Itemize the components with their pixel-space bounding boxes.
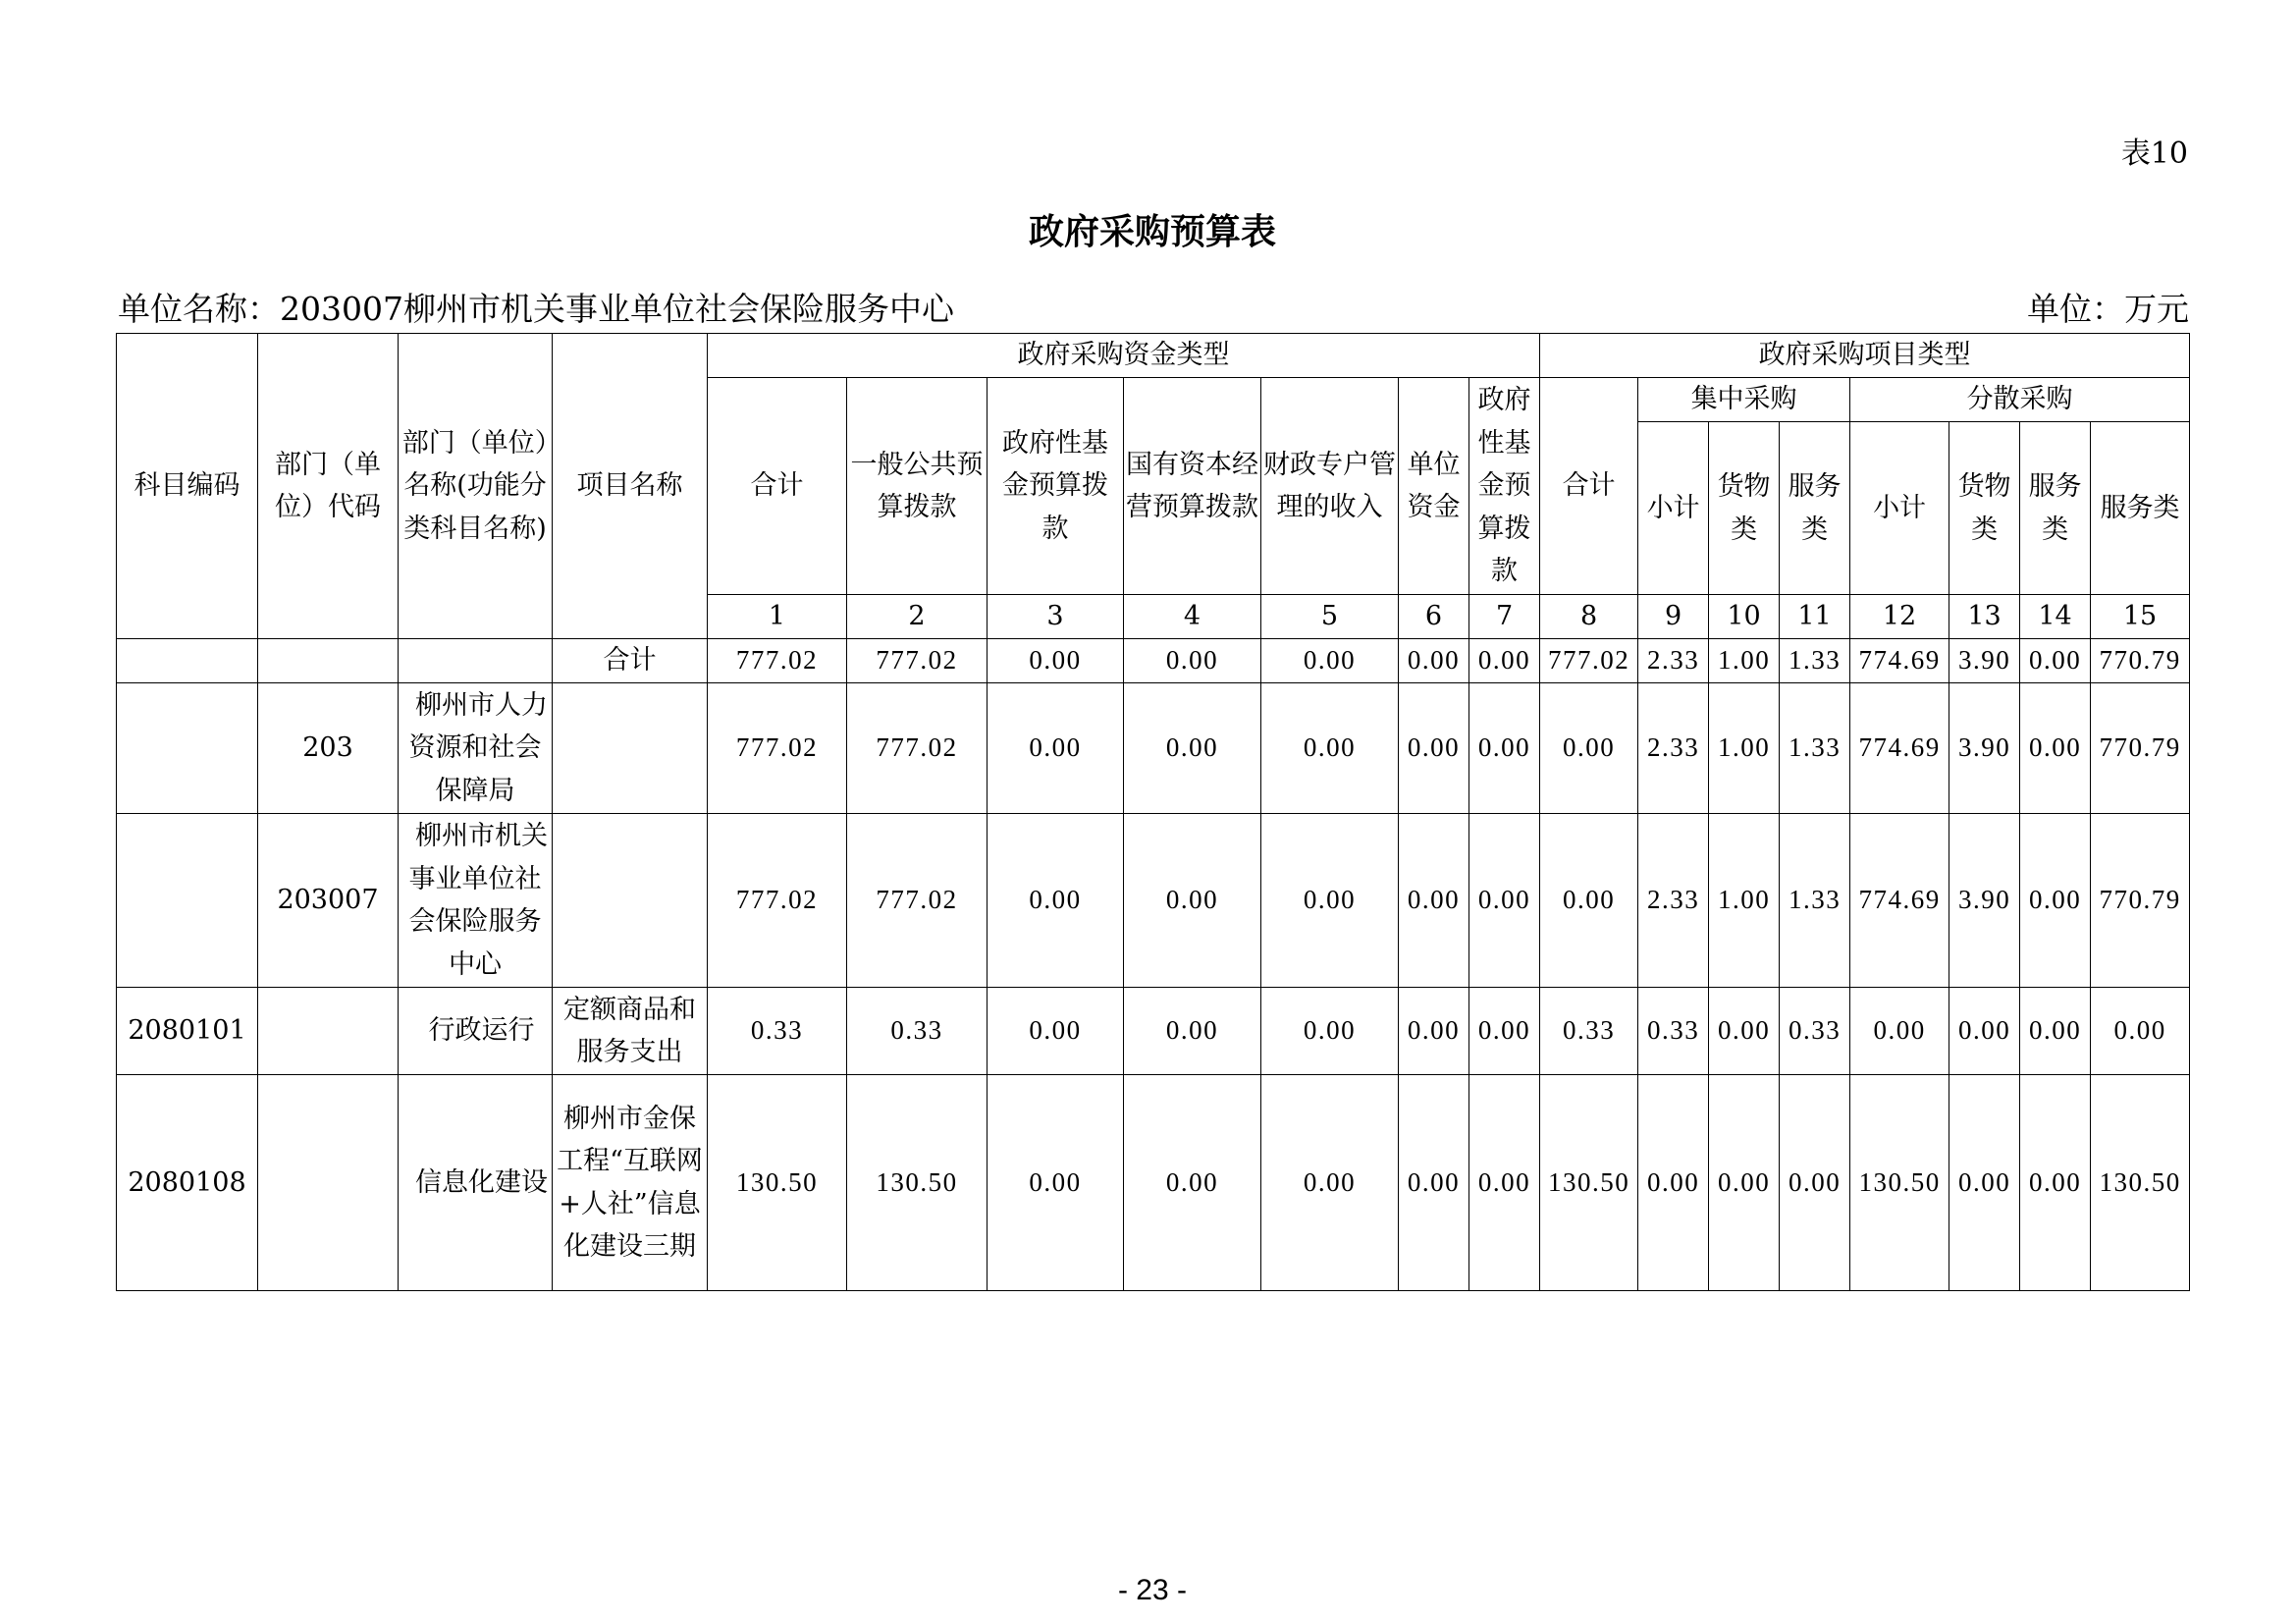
cell-dept-name: 行政运行 — [399, 988, 553, 1075]
column-number: 12 — [1850, 595, 1949, 639]
cell-value: 0.00 — [988, 988, 1124, 1075]
cell-value: 0.00 — [1638, 1075, 1709, 1291]
cell-value: 0.00 — [1399, 639, 1469, 683]
cell-value: 130.50 — [708, 1075, 847, 1291]
cell-value: 0.00 — [1399, 1075, 1469, 1291]
column-number: 7 — [1469, 595, 1540, 639]
cell-dept-code — [258, 988, 399, 1075]
cell-project-name: 柳州市金保工程“互联网+人社”信息化建设三期 — [553, 1075, 708, 1291]
cell-value: 777.02 — [708, 639, 847, 683]
table-row — [117, 988, 2190, 1075]
column-number: 13 — [1949, 595, 2020, 639]
cell-value: 1.00 — [1709, 639, 1780, 683]
cell-value: 0.00 — [1540, 814, 1638, 988]
cell-value: 0.00 — [1261, 814, 1399, 988]
cell-project-name — [553, 683, 708, 814]
header-dept-code: 部门（单位）代码 — [258, 334, 399, 639]
column-number: 4 — [1124, 595, 1261, 639]
cell-dept-name — [399, 639, 553, 683]
cell-dept-name: 柳州市人力资源和社会保障局 — [399, 683, 553, 814]
cell-value: 777.02 — [847, 639, 988, 683]
cell-value: 0.00 — [1399, 988, 1469, 1075]
header-decentral-services: 服务类 — [2020, 422, 2091, 595]
cell-value: 0.00 — [988, 639, 1124, 683]
column-number: 9 — [1638, 595, 1709, 639]
header-project-name: 项目名称 — [553, 334, 708, 639]
cell-dept-name: 柳州市机关事业单位社会保险服务中心 — [399, 814, 553, 988]
cell-dept-code — [258, 639, 399, 683]
column-number: 8 — [1540, 595, 1638, 639]
unit-name-label: 单位名称：203007柳州市机关事业单位社会保险服务中心 — [118, 290, 954, 328]
cell-value: 1.33 — [1780, 683, 1850, 814]
column-number: 5 — [1261, 595, 1399, 639]
cell-value: 0.00 — [2020, 639, 2091, 683]
cell-value: 0.00 — [988, 814, 1124, 988]
column-number: 11 — [1780, 595, 1850, 639]
cell-value: 0.00 — [988, 683, 1124, 814]
table-row-total — [117, 639, 2190, 683]
cell-value: 130.50 — [1850, 1075, 1949, 1291]
cell-value: 0.00 — [1469, 639, 1540, 683]
cell-value: 777.02 — [1540, 639, 1638, 683]
cell-value: 0.00 — [1469, 814, 1540, 988]
header-decentral-services-2: 服务类 — [2091, 422, 2190, 595]
header-central-goods: 货物类 — [1709, 422, 1780, 595]
cell-value: 2.33 — [1638, 683, 1709, 814]
cell-value: 130.50 — [1540, 1075, 1638, 1291]
cell-value: 0.00 — [1124, 988, 1261, 1075]
header-unit-funds: 单位资金 — [1399, 378, 1469, 595]
cell-value: 774.69 — [1850, 683, 1949, 814]
cell-value: 3.90 — [1949, 639, 2020, 683]
page-title: 政府采购预算表 — [1028, 211, 1276, 252]
table-number-label: 表10 — [2120, 136, 2188, 171]
cell-value: 1.00 — [1709, 683, 1780, 814]
cell-value: 1.00 — [1709, 814, 1780, 988]
cell-value: 0.00 — [1780, 1075, 1850, 1291]
cell-value: 130.50 — [847, 1075, 988, 1291]
cell-value: 777.02 — [847, 683, 988, 814]
cell-value: 0.00 — [1124, 683, 1261, 814]
cell-dept-code: 203 — [258, 683, 399, 814]
cell-value: 0.00 — [1469, 1075, 1540, 1291]
cell-project-name: 定额商品和服务支出 — [553, 988, 708, 1075]
cell-value: 3.90 — [1949, 814, 2020, 988]
header-fiscal-account-income: 财政专户管理的收入 — [1261, 378, 1399, 595]
header-central-subtotal: 小计 — [1638, 422, 1709, 595]
cell-value: 0.33 — [847, 988, 988, 1075]
header-centralized-procurement: 集中采购 — [1638, 378, 1850, 422]
cell-value: 130.50 — [2091, 1075, 2190, 1291]
currency-unit-label: 单位：万元 — [2027, 290, 2189, 328]
table-row — [117, 814, 2190, 988]
cell-value: 0.00 — [1261, 639, 1399, 683]
header-fund-total: 合计 — [708, 378, 847, 595]
cell-value: 1.33 — [1780, 639, 1850, 683]
cell-value: 0.00 — [1469, 683, 1540, 814]
cell-subject-code — [117, 814, 258, 988]
cell-value: 0.00 — [2091, 988, 2190, 1075]
table-row — [117, 1075, 2190, 1291]
page-number: - 23 - — [1117, 1574, 1188, 1606]
cell-value: 770.79 — [2091, 683, 2190, 814]
cell-value: 0.00 — [2020, 1075, 2091, 1291]
cell-subject-code: 2080101 — [117, 988, 258, 1075]
cell-value: 0.00 — [1124, 814, 1261, 988]
cell-value: 0.00 — [1261, 1075, 1399, 1291]
cell-project-name — [553, 814, 708, 988]
cell-value: 774.69 — [1850, 639, 1949, 683]
header-subject-code: 科目编码 — [117, 334, 258, 639]
cell-value: 3.90 — [1949, 683, 2020, 814]
cell-value: 770.79 — [2091, 639, 2190, 683]
cell-project-name: 合计 — [553, 639, 708, 683]
header-row-groups — [117, 334, 2190, 378]
header-project-type-group: 政府采购项目类型 — [1540, 334, 2190, 378]
header-decentralized-procurement: 分散采购 — [1850, 378, 2190, 422]
header-gov-fund-budget-2: 政府性基金预算拨款 — [1469, 378, 1540, 595]
cell-value: 2.33 — [1638, 814, 1709, 988]
header-central-services: 服务类 — [1780, 422, 1850, 595]
cell-value: 0.33 — [1780, 988, 1850, 1075]
table-row — [117, 683, 2190, 814]
cell-value: 0.00 — [2020, 683, 2091, 814]
cell-value: 777.02 — [708, 683, 847, 814]
cell-value: 0.00 — [988, 1075, 1124, 1291]
cell-dept-code — [258, 1075, 399, 1291]
cell-value: 0.00 — [1949, 988, 2020, 1075]
column-number: 15 — [2091, 595, 2190, 639]
cell-value: 0.00 — [1399, 683, 1469, 814]
cell-value: 0.00 — [1850, 988, 1949, 1075]
header-project-total: 合计 — [1540, 378, 1638, 595]
cell-value: 777.02 — [847, 814, 988, 988]
cell-dept-name: 信息化建设 — [399, 1075, 553, 1291]
cell-value: 774.69 — [1850, 814, 1949, 988]
header-decentral-subtotal: 小计 — [1850, 422, 1949, 595]
unit-info-line — [118, 290, 2189, 329]
cell-value: 0.00 — [1709, 1075, 1780, 1291]
cell-value: 0.00 — [1540, 683, 1638, 814]
column-number: 2 — [847, 595, 988, 639]
column-number: 1 — [708, 595, 847, 639]
header-dept-name: 部门（单位）名称(功能分类科目名称) — [399, 334, 553, 639]
cell-subject-code — [117, 683, 258, 814]
cell-value: 0.33 — [708, 988, 847, 1075]
cell-value: 0.00 — [1949, 1075, 2020, 1291]
cell-value: 0.00 — [1124, 1075, 1261, 1291]
cell-value: 0.00 — [1469, 988, 1540, 1075]
cell-value: 0.00 — [2020, 988, 2091, 1075]
cell-value: 0.00 — [1709, 988, 1780, 1075]
cell-value: 0.00 — [2020, 814, 2091, 988]
cell-value: 1.33 — [1780, 814, 1850, 988]
cell-value: 0.00 — [1261, 988, 1399, 1075]
cell-value: 0.33 — [1540, 988, 1638, 1075]
cell-value: 2.33 — [1638, 639, 1709, 683]
column-number: 6 — [1399, 595, 1469, 639]
header-state-capital-budget: 国有资本经营预算拨款 — [1124, 378, 1261, 595]
cell-subject-code — [117, 639, 258, 683]
header-general-budget: 一般公共预算拨款 — [847, 378, 988, 595]
cell-value: 777.02 — [708, 814, 847, 988]
cell-value: 0.00 — [1399, 814, 1469, 988]
cell-value: 0.33 — [1638, 988, 1709, 1075]
header-fund-type-group: 政府采购资金类型 — [708, 334, 1540, 378]
cell-value: 0.00 — [1261, 683, 1399, 814]
cell-value: 0.00 — [1124, 639, 1261, 683]
header-gov-fund-budget: 政府性基金预算拨款 — [988, 378, 1124, 595]
column-number: 14 — [2020, 595, 2091, 639]
cell-subject-code: 2080108 — [117, 1075, 258, 1291]
column-number: 10 — [1709, 595, 1780, 639]
column-number: 3 — [988, 595, 1124, 639]
cell-value: 770.79 — [2091, 814, 2190, 988]
header-decentral-goods: 货物类 — [1949, 422, 2020, 595]
cell-dept-code: 203007 — [258, 814, 399, 988]
procurement-budget-table — [116, 333, 2190, 1291]
